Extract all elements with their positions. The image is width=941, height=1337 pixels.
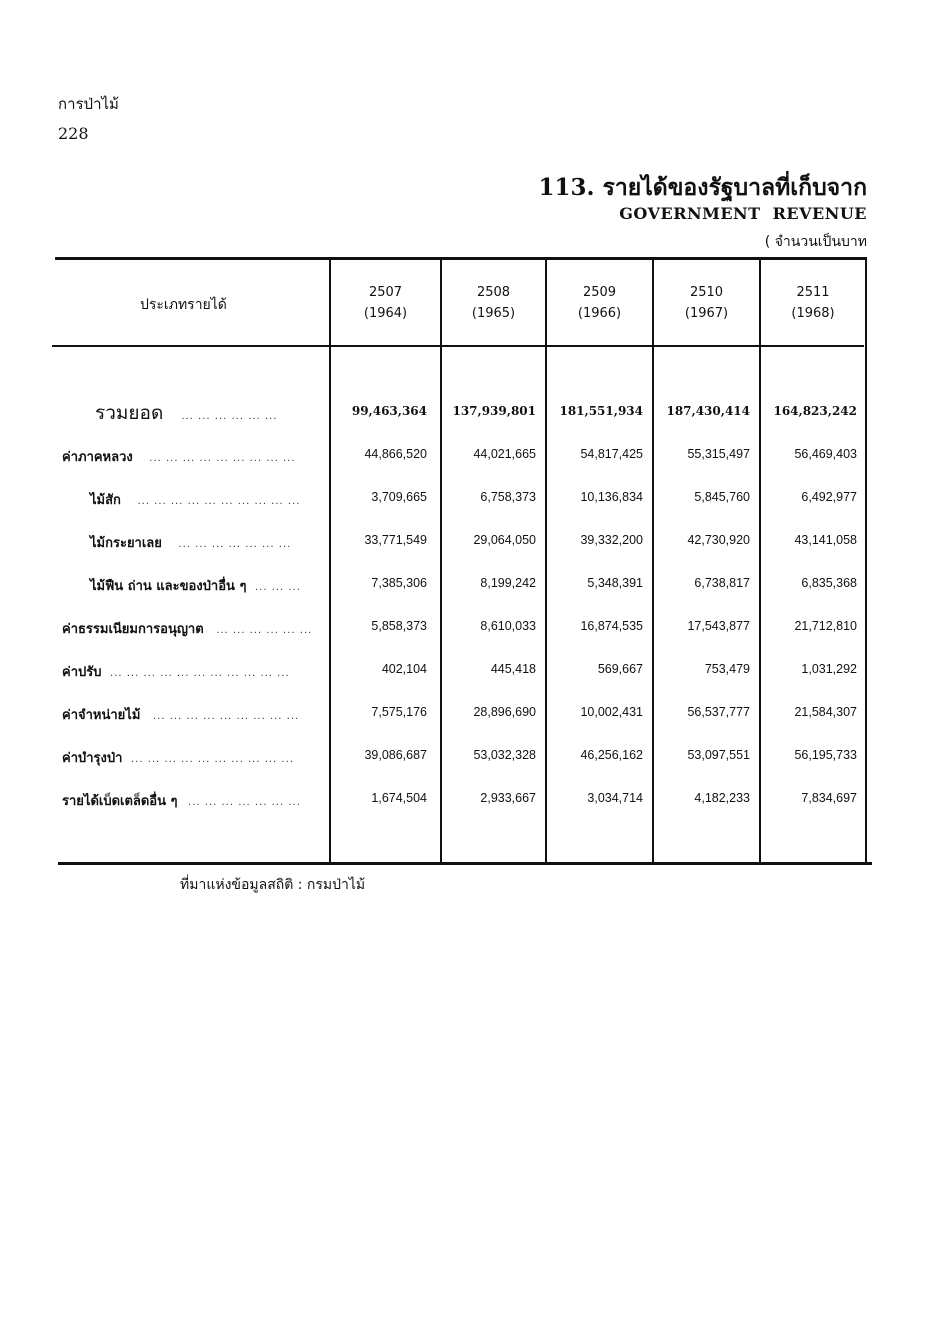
row-label-text: ไม้ฟืน ถ่าน และของป่าอื่น ๆ (90, 579, 247, 594)
table-cell: 402,104 (381, 662, 427, 676)
leader-dots: ... ... ... ... ... ... ... ... ... ... ... (110, 668, 290, 679)
table-cell: 164,823,242 (773, 404, 857, 418)
row-label (62, 446, 296, 467)
row-header-label: ประเภทรายได้ (140, 297, 227, 313)
leader-dots: ... ... ... ... ... ... ... ... ... ... (137, 496, 301, 507)
column-year-ad: (1967) (684, 306, 729, 321)
row-label-text: ค่าจำหน่ายไม้ (62, 708, 141, 723)
column-header-2510 (654, 282, 759, 324)
table-cell: 55,315,497 (687, 447, 750, 461)
column-year-ad: (1966) (577, 306, 622, 321)
row-label-total (95, 398, 277, 428)
leader-dots: ... ... ... ... ... ... ... ... ... (149, 453, 296, 464)
table-cell: 42,730,920 (687, 533, 750, 547)
column-header-2507 (331, 282, 440, 324)
column-year-ad: (1965) (471, 306, 516, 321)
table-cell: 10,136,834 (580, 490, 643, 504)
column-header-2509 (547, 282, 652, 324)
column-divider (652, 260, 654, 863)
row-label-text: ไม้กระยาเลย (90, 536, 162, 551)
section-header: การป่าไม้ (58, 95, 119, 113)
column-year: 2511 (796, 285, 830, 300)
row-label (62, 790, 301, 811)
table-cell: 44,021,665 (473, 447, 536, 461)
row-label-text: ไม้สัก (90, 493, 121, 508)
column-divider (865, 257, 867, 863)
table-header-rule (52, 345, 864, 347)
table-cell: 21,584,307 (794, 705, 857, 719)
row-label (62, 747, 294, 768)
column-divider (759, 260, 761, 863)
table-cell: 56,537,777 (687, 705, 750, 719)
table-cell: 53,032,328 (473, 748, 536, 762)
table-cell: 44,866,520 (364, 447, 427, 461)
table-top-rule (55, 257, 867, 260)
table-cell: 6,835,368 (801, 576, 857, 590)
table-bottom-rule (58, 862, 872, 865)
column-year: 2508 (476, 285, 511, 300)
table-cell: 1,674,504 (371, 791, 427, 805)
table-cell: 137,939,801 (452, 404, 536, 418)
table-cell: 8,610,033 (480, 619, 536, 633)
table-cell: 56,469,403 (794, 447, 857, 461)
column-year: 2510 (689, 285, 724, 300)
leader-dots: ... ... ... ... ... ... ... ... ... (152, 711, 300, 722)
table-cell: 56,195,733 (794, 748, 857, 762)
table-cell: 6,758,373 (480, 490, 536, 504)
leader-dots: ... ... ... (254, 582, 301, 593)
leader-dots: ... ... ... ... ... ... (181, 411, 278, 422)
table-cell: 46,256,162 (580, 748, 643, 762)
row-label-text: ค่าบำรุงป่า (62, 751, 123, 766)
table-cell: 28,896,690 (473, 705, 536, 719)
table-cell: 5,348,391 (587, 576, 643, 590)
row-label (62, 704, 299, 725)
column-divider (329, 260, 331, 863)
table-cell: 99,463,364 (351, 404, 427, 418)
table-cell: 7,575,176 (371, 705, 427, 719)
row-label (90, 489, 300, 510)
row-label (62, 661, 290, 682)
leader-dots: ... ... ... ... ... ... ... ... ... ... (130, 754, 294, 765)
column-year: 2509 (582, 285, 617, 300)
table-cell: 753,479 (704, 662, 750, 676)
table-cell: 43,141,058 (794, 533, 857, 547)
table-cell: 6,738,817 (694, 576, 750, 590)
table-cell: 17,543,877 (687, 619, 750, 633)
table-cell: 16,874,535 (580, 619, 643, 633)
row-label-text: รายได้เบ็ดเตล็ดอื่น ๆ (62, 794, 178, 809)
table-cell: 187,430,414 (666, 404, 750, 418)
table-cell: 8,199,242 (480, 576, 536, 590)
leader-dots: ... ... ... ... ... ... (216, 625, 313, 636)
row-label-text: ค่าปรับ (62, 665, 102, 680)
table-cell: 29,064,050 (473, 533, 536, 547)
page-number: 228 (58, 124, 89, 143)
table-cell: 5,858,373 (371, 619, 427, 633)
row-label-text: ค่าธรรมเนียมการอนุญาต (62, 622, 204, 637)
column-year-ad: (1968) (791, 306, 835, 321)
row-label (90, 532, 291, 553)
table-cell: 53,097,551 (687, 748, 750, 762)
table-cell: 54,817,425 (580, 447, 643, 461)
row-label-text: ค่าภาคหลวง (62, 450, 133, 465)
table-cell: 39,086,687 (364, 748, 427, 762)
table-cell: 3,709,665 (371, 490, 427, 504)
table-cell: 4,182,233 (694, 791, 750, 805)
table-cell: 33,771,549 (364, 533, 427, 547)
table-cell: 7,385,306 (371, 576, 427, 590)
table-cell: 2,933,667 (480, 791, 536, 805)
row-label (90, 575, 301, 596)
table-cell: 7,834,697 (801, 791, 857, 805)
table-cell: 3,034,714 (587, 791, 643, 805)
table-cell: 39,332,200 (580, 533, 643, 547)
source-note: ที่มาแห่งข้อมูลสถิติ : กรมป่าไม้ (180, 877, 366, 893)
row-label (62, 618, 312, 639)
column-header-2511 (761, 282, 865, 324)
table-cell: 10,002,431 (580, 705, 643, 719)
column-year: 2507 (368, 285, 403, 300)
leader-dots: ... ... ... ... ... ... ... (188, 797, 301, 808)
column-divider (545, 260, 547, 863)
table-cell: 21,712,810 (794, 619, 857, 633)
column-year-ad: (1964) (363, 306, 408, 321)
row-label-text: รวมยอด (95, 402, 164, 424)
table-title-english: GOVERNMENT REVENUE (619, 204, 867, 223)
table-title-thai: 113. รายได้ของรัฐบาลที่เก็บจาก (538, 174, 867, 201)
unit-note: ( จำนวนเป็นบาท (764, 234, 867, 250)
table-cell: 6,492,977 (801, 490, 857, 504)
table-cell: 1,031,292 (801, 662, 857, 676)
table-cell: 445,418 (490, 662, 536, 676)
table-cell: 569,667 (597, 662, 643, 676)
leader-dots: ... ... ... ... ... ... ... (178, 539, 292, 550)
column-header-2508 (442, 282, 545, 324)
table-cell: 181,551,934 (559, 404, 643, 418)
table-cell: 5,845,760 (694, 490, 750, 504)
column-divider (440, 260, 442, 863)
